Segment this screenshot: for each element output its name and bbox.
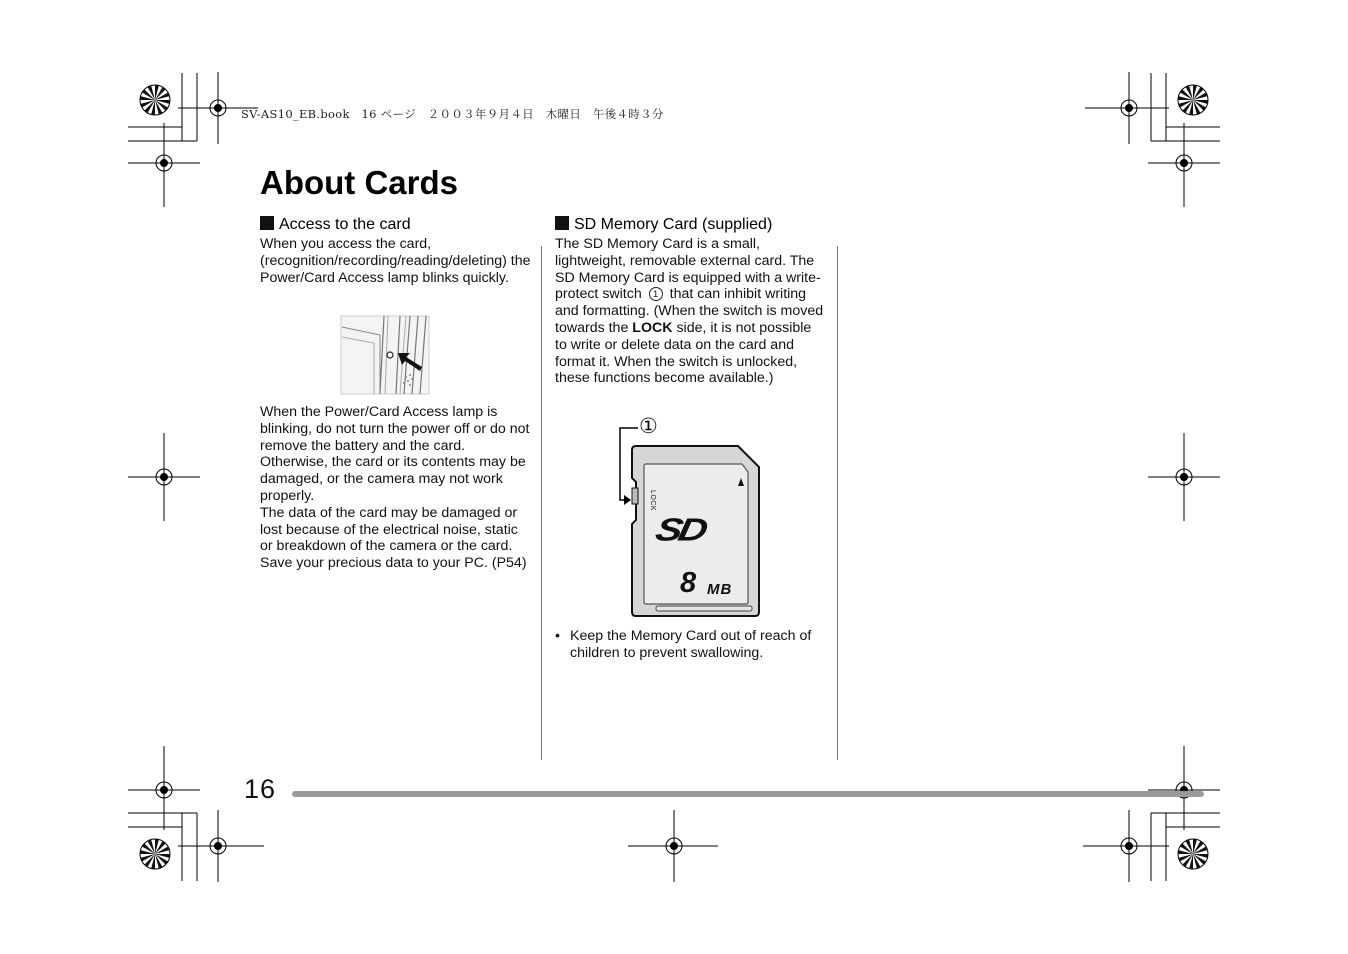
figure-callout-label: ① [639,415,658,438]
starburst-target-icon [140,85,170,115]
callout-circle-1: 1 [649,287,663,301]
access-paragraph-3: The data of the card may be damaged or lost because of the electrical noise, static or breakdown of the camera or the card. Save your precious data to your PC. (P54) [260,504,527,572]
starburst-target-icon [1178,839,1208,869]
section-heading-access-text: Access to the card [279,216,411,233]
access-paragraph-1: When you access the card, (recognition/recording/reading/deleting) the Power/Card Access lamp blinks quickly. [260,236,531,286]
card-capacity-number: 8 [680,567,697,599]
starburst-target-icon [140,839,170,869]
sd-text-part-2: that can inhibit writing and formatting. (When the switch is moved towards the [555,286,824,336]
footer-bar [292,791,1204,797]
column-divider-left [541,246,542,760]
card-capacity-unit: MB [707,581,733,598]
heading-square-icon [260,216,274,230]
section-heading-sd-card [555,216,772,234]
lock-keyword: LOCK [632,319,673,336]
access-intro-text [260,236,532,286]
section-heading-sd-card-text: SD Memory Card (supplied) [574,216,773,233]
page-number: 16 [244,774,277,804]
print-info-header: SV-AS10_EB.book 16 ページ ２００３年９月４日 木曜日 午後４時３分 [241,107,664,121]
heading-square-icon [555,216,569,230]
access-warning-text [260,404,532,572]
bullet-marker: • [555,628,560,644]
starburst-target-icon [1178,85,1208,115]
section-heading-access [260,216,411,234]
bullet-text: Keep the Memory Card out of reach of children to prevent swallowing. [570,628,812,661]
access-paragraph-2: When the Power/Card Access lamp is blinking, do not turn the power off or do not remove the battery and the card. Otherwise, the card or its contents may be damaged, or the camera may not work properly. [260,404,530,504]
card-lock-label: LOCK [649,490,656,512]
card-sd-logo: SD [652,512,708,548]
page-title: About Cards [260,164,458,201]
sd-card-figure [614,416,764,620]
camera-access-lamp-illustration [340,315,430,395]
sd-card-description [555,236,827,387]
column-divider-right [837,246,838,760]
sd-card-paragraph [555,236,827,387]
sd-text-part-3: side, it is not possible to write or delete data on the card and format it. When the switch is unlocked, these functions become available.) [555,319,812,387]
sd-text-part-1: The SD Memory Card is a small, lightweight, removable external card. The SD Memory Card is equipped with a write-protect switch [555,236,821,303]
